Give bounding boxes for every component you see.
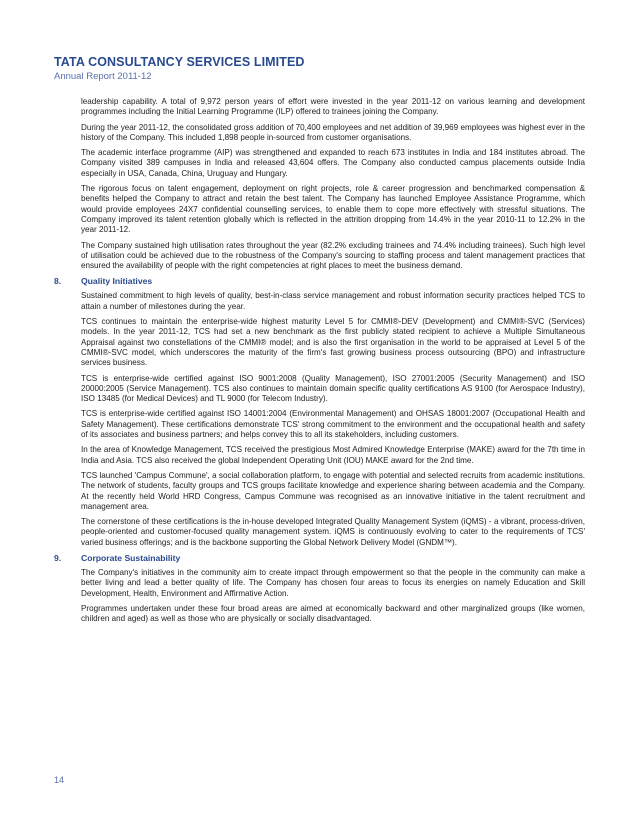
section-number: 9.: [54, 552, 62, 563]
paragraph: TCS is enterprise-wide certified against ISO 9001:2008 (Quality Management), ISO 27001:2005 (Security Management) and ISO 20000:2005 (Service Management). TCS also continues to maintain domain specific quality certifications AS 9100 (for Aerospace Industry), ISO 13485 (for Medical Devices) and TL 9000 (for Telecom Industry).: [81, 373, 585, 404]
paragraph: leadership capability. A total of 9,972 person years of effort were invested in the year 2011-12 on various learning and development programmes including the Initial Learning Programme (ILP) offered to trainees joining the Company.: [81, 97, 585, 117]
paragraph: TCS is enterprise-wide certified against ISO 14001:2004 (Environmental Management) and OHSAS 18001:2007 (Occupational Health and Safety Management). These certifications demonstrate TCS' strong commitment to the environment and the occupational health and safety of its associates and business partners; and helps convey this to all its stakeholders, including customers.: [81, 409, 585, 440]
paragraph: Programmes undertaken under these four broad areas are aimed at economically backward and other marginalized groups (like women, children and aged) as well as those who are physically or socially disadvantaged.: [81, 603, 585, 624]
section-title: Quality Initiatives: [81, 276, 153, 287]
section-number: 8.: [54, 276, 62, 287]
page-body: [54, 97, 585, 629]
paragraph: The Company's initiatives in the community aim to create impact through empowerment so that the people in the community can make a better living and lead a better quality of life. The Company has chosen four areas to focus its energies on namely Education and Skill Development, Health, Environment and Affirmative Action.: [81, 567, 585, 598]
page-number: 14: [54, 775, 65, 785]
paragraph: The academic interface programme (AIP) was strengthened and expanded to reach 673 institutes in India and 184 institutes abroad. The Company visited 389 campuses in India and released 43,604 offers. The Company also conducted campus placements outside India especially in USA, Canada, China, Uruguay and Hungary.: [81, 148, 585, 178]
brand-rest: CONSULTANCY SERVICES LIMITED: [88, 55, 305, 69]
paragraph: During the year 2011-12, the consolidated gross addition of 70,400 employees and net addition of 39,969 employees was highest ever in the history of the Company. This included 1,898 people in-sourced from customer organisations.: [81, 122, 585, 142]
report-title: Annual Report 2011-12: [54, 71, 152, 82]
brand-tata: TATA: [54, 55, 85, 69]
paragraph: The cornerstone of these certifications is the in-house developed Integrated Quality Management System (iQMS) - a vibrant, process-driven, people-oriented and customer-focused quality management system. iQMS is continuously evolving to cater to the requirements of TCS' varied business offerings; and is the backbone supporting the Global Network Delivery Model (GNDM™).: [81, 517, 585, 547]
paragraph: TCS continues to maintain the enterprise-wide highest maturity Level 5 for CMMI®-DEV (Development) and CMMI®-SVC (Services) models. In the year 2011-12, TCS had set a new benchmark as the first publicly stated recipient to achieve a Multiple Simultaneous Appraisal against two constellations of the CMMI® model; and is also the first organisation in the world to be appraised at Level 5 of the CMMI®-SVC model, which underscores the maturity of the firm's fast growing business process outsourcing (BPO) and infrastructure services business.: [81, 317, 585, 368]
paragraph: TCS launched 'Campus Commune', a social collaboration platform, to engage with potential and selected recruits from academic institutions. The network of students, faculty groups and TCS groups facilitate knowledge and experience sharing between academia and the Company. At the recently held World HRD Congress, Campus Commune was recognised as an innovative initiative in the talent recruitment and management area.: [81, 470, 585, 511]
paragraph: Sustained commitment to high levels of quality, best-in-class service management and robust information security practices helped TCS to attain a number of milestones during the year.: [81, 291, 585, 311]
company-name: [54, 55, 305, 69]
section-heading-sustainability: [54, 552, 585, 564]
page-header: [54, 55, 305, 82]
section-title: Corporate Sustainability: [81, 552, 181, 563]
paragraph: The rigorous focus on talent engagement, deployment on right projects, role & career progression and benchmarked compensation & benefits helped the Company to attract and retain the best talent. The Company has launched Employee Assistance Programme, which would provide employees 24X7 confidential counselling services, to enable them to cope more effectively with stressful situations. The Company improved its talent retention globally which is reflected in the attrition dropping from 14.4% in the year 2010-11 to 12.2% in the year 2011-12.: [81, 184, 585, 235]
section-heading-quality: [54, 276, 585, 287]
paragraph: In the area of Knowledge Management, TCS received the prestigious Most Admired Knowledge Enterprise (MAKE) award for the 7th time in India and Asia. TCS also received the global Independent Operating Unit (IOU) MAKE award for the 2nd time.: [81, 445, 585, 465]
paragraph: The Company sustained high utilisation rates throughout the year (82.2% excluding trainees and 74.4% including trainees). Such high level of utilisation could be achieved due to the robustness of the Company's sourcing to staffing process and talent management practices that ensured the availability of people with the right competencies at right places to meet the business demand.: [81, 240, 585, 271]
